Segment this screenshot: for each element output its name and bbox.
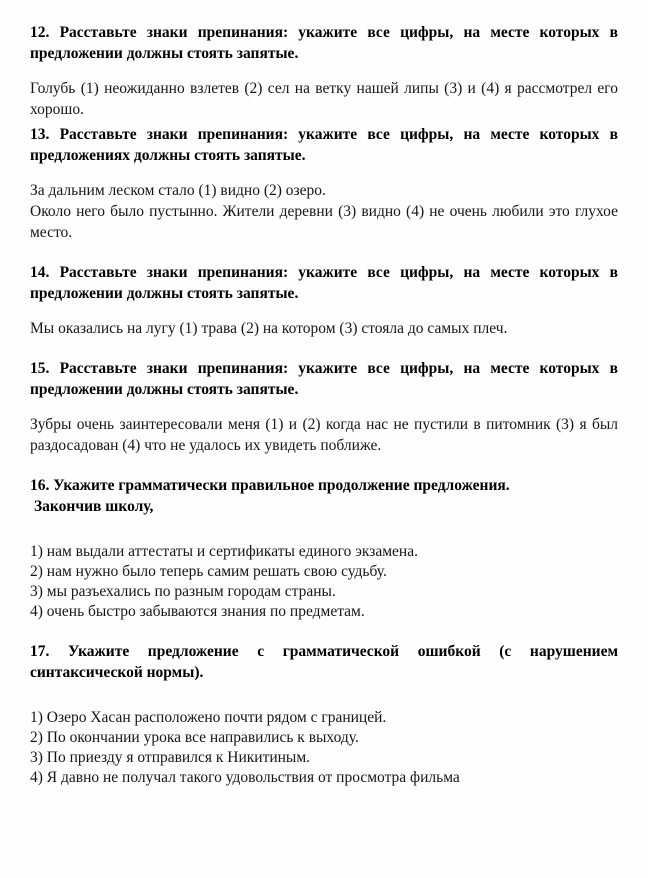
question-16-option-3: 3) мы разъехались по разным городам страны. — [30, 583, 336, 600]
question-16-option-4: 4) очень быстро забываются знания по предметам. — [30, 603, 365, 620]
question-17-option-3: 3) По приезду я отправился к Никитиным. — [30, 749, 311, 766]
question-14-heading: 14. Расставьте знаки препинания: укажите все цифры, на месте которых в предложении должны стоять запятые. — [30, 264, 618, 302]
question-13-sentence-2: Около него было пустынно. Жители деревни (3) видно (4) не очень любили это глухое место. — [30, 203, 618, 241]
question-17-heading: 17. Укажите предложение с грамматической ошибкой (с нарушением синтаксической нормы). — [30, 643, 618, 681]
question-16-heading: 16. Укажите грамматически правильное продолжение предложения. — [30, 477, 510, 494]
question-17-option-2: 2) По окончании урока все направились к выходу. — [30, 729, 359, 746]
question-15 — [30, 358, 618, 456]
question-15-sentence: Зубры очень заинтересовали меня (1) и (2) когда нас не пустили в питомник (3) я был раздосадован (4) что не удалось их увидеть поближе. — [30, 416, 618, 454]
question-14-sentence: Мы оказались на лугу (1) трава (2) на котором (3) стояла до самых плеч. — [30, 320, 508, 337]
question-13 — [30, 124, 618, 243]
question-16 — [30, 475, 618, 622]
question-13-sentence-1: За дальним леском стало (1) видно (2) озеро. — [30, 182, 326, 199]
question-17-options — [30, 708, 618, 788]
question-15-heading: 15. Расставьте знаки препинания: укажите все цифры, на месте которых в предложении должны стоять запятые. — [30, 360, 618, 398]
question-16-option-1: 1) нам выдали аттестаты и сертификаты единого экзамена. — [30, 543, 418, 560]
question-12 — [30, 22, 618, 120]
question-17-option-1: 1) Озеро Хасан расположено почти рядом с границей. — [30, 709, 387, 726]
question-12-heading: 12. Расставьте знаки препинания: укажите все цифры, на месте которых в предложении должны стоять запятые. — [30, 24, 618, 62]
question-16-options — [30, 542, 618, 622]
question-12-sentence: Голубь (1) неожиданно взлетев (2) сел на ветку нашей липы (3) и (4) я рассмотрел его хорошо. — [30, 80, 618, 118]
question-14 — [30, 262, 618, 339]
question-17 — [30, 641, 618, 788]
question-16-option-2: 2) нам нужно было теперь самим решать свою судьбу. — [30, 563, 387, 580]
question-16-subheading: Закончив школу, — [34, 498, 154, 515]
question-13-heading: 13. Расставьте знаки препинания: укажите все цифры, на месте которых в предложениях должны стоять запятые. — [30, 126, 618, 164]
question-17-option-4: 4) Я давно не получал такого удовольствия от просмотра фильма — [30, 769, 460, 786]
